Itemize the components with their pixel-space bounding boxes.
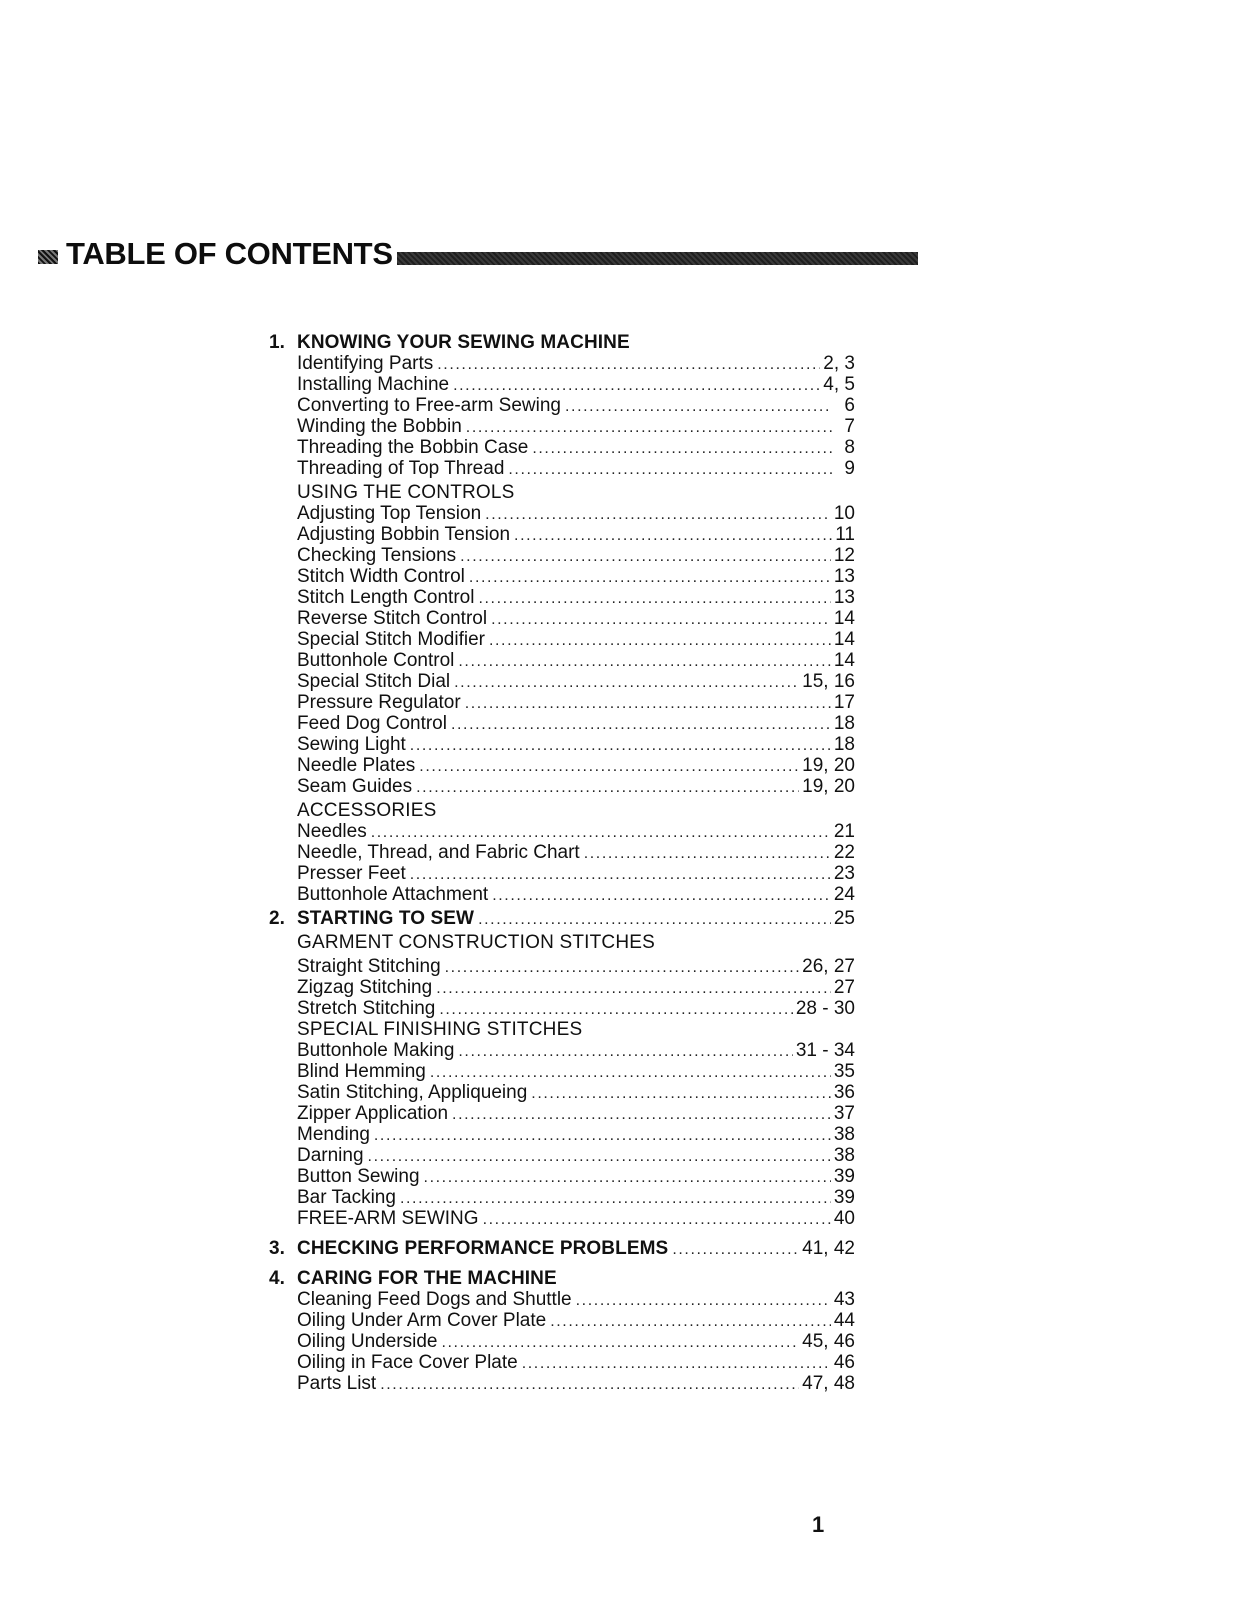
- entry-label: Buttonhole Control: [297, 650, 455, 671]
- entry-page: 37: [833, 1103, 855, 1124]
- dot-leader: [508, 459, 832, 480]
- entry-label: Winding the Bobbin: [297, 416, 462, 437]
- entry-page: 15, 16: [802, 671, 855, 692]
- page-title: TABLE OF CONTENTS: [66, 236, 393, 271]
- entry-page: 38: [833, 1124, 855, 1145]
- entry-label: Converting to Free-arm Sewing: [297, 395, 561, 416]
- entry-label: Button Sewing: [297, 1166, 420, 1187]
- entry-page: 19, 20: [802, 755, 855, 776]
- entry-label: Stretch Stitching: [297, 998, 436, 1019]
- subheading: SPECIAL FINISHING STITCHES: [297, 1019, 583, 1040]
- toc-entry[interactable]: [275, 1124, 855, 1145]
- dot-leader: [374, 1125, 831, 1146]
- toc-entry[interactable]: [275, 503, 855, 524]
- toc-entry[interactable]: [275, 713, 855, 734]
- entry-label: Reverse Stitch Control: [297, 608, 488, 629]
- entry-page: 26, 27: [802, 956, 855, 977]
- toc-entry[interactable]: [275, 671, 855, 692]
- entry-page: 31 - 34: [795, 1040, 855, 1061]
- entry-label: Installing Machine: [297, 374, 450, 395]
- toc-entry[interactable]: [275, 842, 855, 863]
- dot-leader: [483, 1209, 831, 1230]
- toc-entry[interactable]: [275, 566, 855, 587]
- dot-leader: [478, 909, 831, 930]
- section-heading: [269, 1268, 855, 1289]
- dot-leader: [576, 1290, 831, 1311]
- dot-leader: [531, 1083, 831, 1104]
- toc-entry[interactable]: [275, 1187, 855, 1208]
- entry-label: Seam Guides: [297, 776, 413, 797]
- entry-page: 43: [833, 1289, 855, 1310]
- section-page: 41, 42: [802, 1238, 855, 1259]
- entry-label: Buttonhole Attachment: [297, 884, 489, 905]
- section-heading: [269, 332, 855, 353]
- toc-entry[interactable]: [275, 395, 855, 416]
- dot-leader: [454, 672, 799, 693]
- entry-label: Bar Tacking: [297, 1187, 396, 1208]
- entry-page: 24: [833, 884, 855, 905]
- section-number: 3.: [269, 1238, 285, 1259]
- entry-label: Threading the Bobbin Case: [297, 437, 529, 458]
- dot-leader: [458, 651, 830, 672]
- entry-page: 39: [833, 1166, 855, 1187]
- dot-leader: [550, 1311, 831, 1332]
- toc-entry[interactable]: [275, 734, 855, 755]
- entry-label: Darning: [297, 1145, 364, 1166]
- dot-leader: [424, 1167, 831, 1188]
- dot-leader: [672, 1239, 799, 1260]
- entry-page: 45, 46: [802, 1331, 855, 1352]
- toc-entry[interactable]: [275, 608, 855, 629]
- dot-leader: [368, 1146, 831, 1167]
- toc-entry[interactable]: [275, 1103, 855, 1124]
- entry-page: 40: [833, 1208, 855, 1229]
- dot-leader: [437, 354, 820, 375]
- dot-leader: [439, 999, 793, 1020]
- entry-label: Stitch Length Control: [297, 587, 475, 608]
- dot-leader: [465, 693, 831, 714]
- dot-leader: [485, 504, 831, 525]
- dot-leader: [466, 417, 832, 438]
- dot-leader: [441, 1332, 799, 1353]
- dot-leader: [489, 630, 831, 651]
- dot-leader: [400, 1188, 831, 1209]
- toc-entry[interactable]: [275, 587, 855, 608]
- toc-entry[interactable]: [275, 1082, 855, 1103]
- entry-page: 8: [844, 437, 855, 458]
- entry-page: 28 - 30: [795, 998, 855, 1019]
- toc-entry[interactable]: [275, 416, 855, 437]
- entry-page: 6: [844, 395, 855, 416]
- entry-page: 9: [844, 458, 855, 479]
- toc-entry[interactable]: [275, 650, 855, 671]
- toc-entry[interactable]: [275, 458, 855, 479]
- entry-label: Adjusting Top Tension: [297, 503, 482, 524]
- toc-entry[interactable]: [275, 629, 855, 650]
- toc-entry[interactable]: [275, 374, 855, 395]
- toc-entry[interactable]: [275, 1289, 855, 1310]
- entry-page: 47, 48: [802, 1373, 855, 1394]
- subheading: USING THE CONTROLS: [297, 482, 515, 503]
- entry-label: Parts List: [297, 1373, 377, 1394]
- entry-page: 23: [833, 863, 855, 884]
- section-heading[interactable]: [269, 1238, 855, 1259]
- dot-leader: [514, 525, 832, 546]
- toc-entry[interactable]: [275, 1310, 855, 1331]
- dot-leader: [478, 588, 830, 609]
- entry-label: Threading of Top Thread: [297, 458, 505, 479]
- entry-label: Cleaning Feed Dogs and Shuttle: [297, 1289, 572, 1310]
- toc-entry[interactable]: [275, 863, 855, 884]
- dot-leader: [522, 1353, 831, 1374]
- entry-label: Identifying Parts: [297, 353, 434, 374]
- entry-label: Presser Feet: [297, 863, 406, 884]
- toc-entry[interactable]: [275, 692, 855, 713]
- entry-label: Special Stitch Dial: [297, 671, 451, 692]
- entry-label: Zipper Application: [297, 1103, 449, 1124]
- section-title: STARTING TO SEW: [297, 908, 475, 929]
- entry-page: 13: [833, 587, 855, 608]
- subheading: ACCESSORIES: [297, 800, 437, 821]
- entry-page: 27: [833, 977, 855, 998]
- subheading: GARMENT CONSTRUCTION STITCHES: [297, 932, 656, 953]
- dot-leader: [419, 756, 799, 777]
- table-of-contents: [269, 332, 855, 1394]
- entry-label: Sewing Light: [297, 734, 406, 755]
- toc-entry[interactable]: [275, 524, 855, 545]
- entry-page: 35: [833, 1061, 855, 1082]
- entry-label: Needles: [297, 821, 367, 842]
- section-title: KNOWING YOUR SEWING MACHINE: [297, 332, 630, 353]
- dot-leader: [445, 957, 800, 978]
- entry-page: 18: [833, 734, 855, 755]
- entry-page: 21: [833, 821, 855, 842]
- toc-entry[interactable]: [275, 1040, 855, 1061]
- toc-entry[interactable]: [275, 1373, 855, 1394]
- dot-leader: [469, 567, 831, 588]
- toc-entry[interactable]: [275, 1166, 855, 1187]
- section-number: 4.: [269, 1268, 285, 1289]
- entry-page: 18: [833, 713, 855, 734]
- dot-leader: [565, 396, 832, 417]
- toc-entry[interactable]: [275, 821, 855, 842]
- toc-entry[interactable]: [275, 884, 855, 905]
- entry-label: Buttonhole Making: [297, 1040, 455, 1061]
- dot-leader: [410, 864, 831, 885]
- toc-entry[interactable]: [275, 956, 855, 977]
- entry-label: Stitch Width Control: [297, 566, 465, 587]
- dot-leader: [371, 822, 831, 843]
- toc-entry[interactable]: [275, 1061, 855, 1082]
- entry-label: Feed Dog Control: [297, 713, 447, 734]
- entry-page: 22: [833, 842, 855, 863]
- entry-label: Oiling Under Arm Cover Plate: [297, 1310, 547, 1331]
- entry-label: Oiling Underside: [297, 1331, 438, 1352]
- entry-page: 7: [844, 416, 855, 437]
- entry-label: Needle Plates: [297, 755, 416, 776]
- toc-entry[interactable]: [275, 1208, 855, 1229]
- toc-entry[interactable]: [275, 545, 855, 566]
- entry-page: 19, 20: [802, 776, 855, 797]
- entry-label: Mending: [297, 1124, 370, 1145]
- entry-label: Adjusting Bobbin Tension: [297, 524, 511, 545]
- entry-label: FREE-ARM SEWING: [297, 1208, 479, 1229]
- dot-leader: [410, 735, 831, 756]
- entry-label: Blind Hemming: [297, 1061, 426, 1082]
- toc-entry[interactable]: [275, 998, 855, 1019]
- section-title: CHECKING PERFORMANCE PROBLEMS: [297, 1238, 669, 1259]
- entry-label: Satin Stitching, Appliqueing: [297, 1082, 528, 1103]
- toc-entry[interactable]: [275, 776, 855, 797]
- entry-page: 11: [835, 524, 855, 545]
- dot-leader: [451, 714, 831, 735]
- dot-leader: [453, 375, 820, 396]
- dot-leader: [458, 1041, 792, 1062]
- dot-leader: [452, 1104, 831, 1125]
- toc-entry[interactable]: [275, 353, 855, 374]
- toc-entry[interactable]: [275, 1145, 855, 1166]
- dot-leader: [532, 438, 832, 459]
- section-number: 1.: [269, 332, 285, 353]
- toc-entry[interactable]: [275, 977, 855, 998]
- entry-page: 14: [833, 629, 855, 650]
- entry-page: 14: [833, 608, 855, 629]
- entry-page: 17: [833, 692, 855, 713]
- entry-page: 2, 3: [823, 353, 855, 374]
- toc-entry[interactable]: [275, 755, 855, 776]
- dot-leader: [492, 885, 831, 906]
- entry-label: Pressure Regulator: [297, 692, 461, 713]
- toc-entry[interactable]: [275, 1331, 855, 1352]
- section-page: 25: [833, 908, 855, 929]
- entry-label: Oiling in Face Cover Plate: [297, 1352, 518, 1373]
- entry-page: 13: [833, 566, 855, 587]
- entry-label: Zigzag Stitching: [297, 977, 433, 998]
- entry-page: 14: [833, 650, 855, 671]
- dot-leader: [416, 777, 799, 798]
- entry-page: 46: [833, 1352, 855, 1373]
- dot-leader: [380, 1374, 799, 1395]
- toc-entry[interactable]: [275, 1352, 855, 1373]
- entry-page: 10: [833, 503, 855, 524]
- entry-page: 38: [833, 1145, 855, 1166]
- section-number: 2.: [269, 908, 285, 929]
- dot-leader: [584, 843, 831, 864]
- entry-label: Needle, Thread, and Fabric Chart: [297, 842, 580, 863]
- entry-label: Straight Stitching: [297, 956, 441, 977]
- entry-page: 12: [833, 545, 855, 566]
- section-title: CARING FOR THE MACHINE: [297, 1268, 557, 1289]
- entry-label: Special Stitch Modifier: [297, 629, 485, 650]
- entry-page: 39: [833, 1187, 855, 1208]
- toc-header: [38, 236, 918, 272]
- section-heading[interactable]: [269, 908, 855, 929]
- entry-page: 44: [833, 1310, 855, 1331]
- page-number: 1: [812, 1512, 825, 1537]
- dot-leader: [430, 1062, 831, 1083]
- entry-page: 36: [833, 1082, 855, 1103]
- dot-leader: [436, 978, 831, 999]
- header-bullet-icon: [38, 250, 58, 264]
- entry-label: Checking Tensions: [297, 545, 457, 566]
- dot-leader: [491, 609, 831, 630]
- entry-page: 4, 5: [823, 374, 855, 395]
- toc-entry[interactable]: [275, 437, 855, 458]
- header-rule: [397, 252, 918, 265]
- dot-leader: [460, 546, 831, 567]
